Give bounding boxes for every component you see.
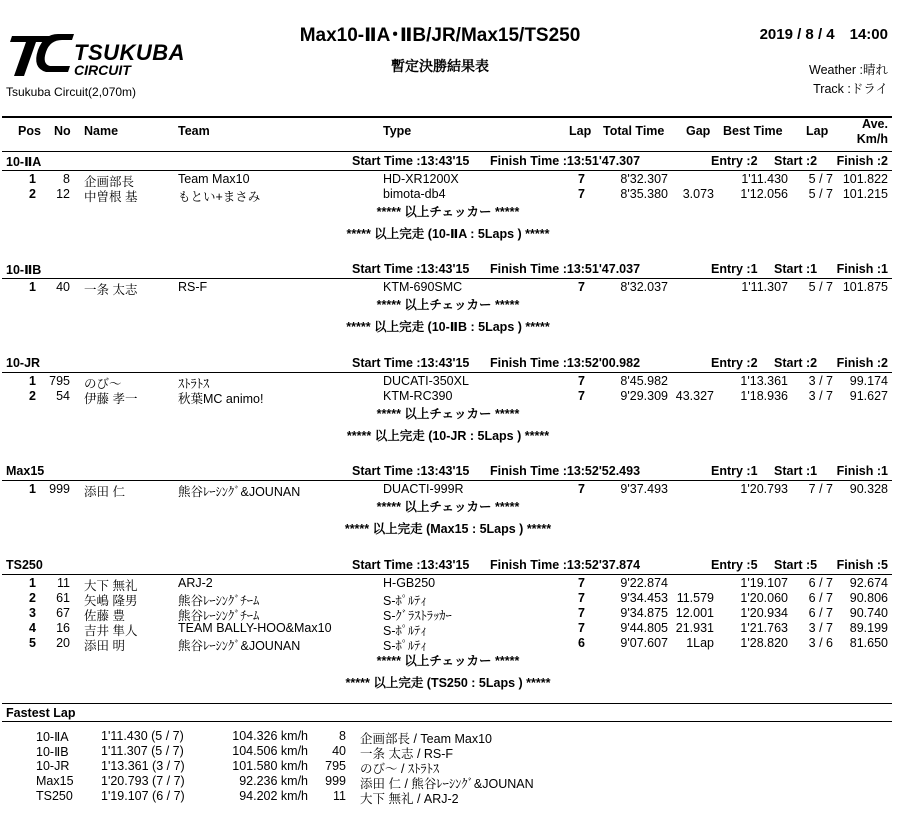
fastest-speed: 104.326 km/h — [232, 729, 308, 743]
row-pos: 1 — [29, 482, 36, 496]
row-gap: 3.073 — [682, 187, 714, 201]
finish-complete-note: ***** 以上完走 (10-JR : 5Laps ) ***** — [346, 429, 550, 443]
section-finish-count: Finish :5 — [836, 558, 888, 572]
fastest-time: 1'11.307 (5 / 7) — [101, 744, 184, 758]
fastest-rider: 企画部長 / Team Max10 — [360, 732, 492, 746]
row-no: 12 — [56, 187, 70, 201]
row-gap: 12.001 — [675, 606, 714, 620]
section-finish-count: Finish :1 — [836, 464, 888, 478]
result-row — [0, 591, 900, 606]
fastest-class: Max15 — [36, 774, 74, 788]
section-rule — [2, 170, 892, 171]
row-total-time: 9'22.874 — [620, 576, 668, 590]
row-name: のび～ — [84, 377, 122, 391]
section-entry-count: Entry :1 — [711, 262, 758, 276]
row-ave-speed: 99.174 — [849, 374, 888, 388]
row-ave-speed: 91.627 — [849, 389, 888, 403]
row-name: 添田 明 — [84, 639, 125, 653]
fastest-speed: 101.580 km/h — [232, 759, 308, 773]
row-best-lap: 5 / 7 — [808, 172, 833, 186]
row-best-lap: 7 / 7 — [808, 482, 833, 496]
section-start-count: Start :1 — [774, 464, 818, 478]
row-gap: 21.931 — [675, 621, 714, 635]
report-datetime: 2019 / 8 / 4 14:00 — [759, 26, 888, 43]
section-rule — [2, 278, 892, 279]
row-no: 11 — [57, 576, 70, 590]
fastest-rider: 大下 無礼 / ARJ-2 — [360, 792, 459, 806]
section-finish-time: Finish Time :13:52'37.874 — [490, 558, 641, 572]
col-name: Name — [84, 124, 119, 138]
section-finish-time: Finish Time :13:51'47.307 — [490, 154, 641, 168]
fastest-time: 1'20.793 (7 / 7) — [101, 774, 185, 788]
fastest-no: 999 — [325, 774, 346, 788]
row-ave-speed: 81.650 — [849, 636, 888, 650]
row-total-time: 9'44.805 — [620, 621, 668, 635]
fastest-class: 10-ⅡA — [36, 730, 69, 744]
fastest-class: TS250 — [36, 789, 73, 803]
row-best-lap: 3 / 7 — [808, 621, 833, 635]
fastest-no: 11 — [333, 789, 346, 803]
result-row — [0, 606, 900, 621]
row-best-lap: 3 / 7 — [808, 389, 833, 403]
row-lap: 7 — [578, 576, 585, 590]
fastest-lap-row — [0, 774, 900, 789]
section-start-time: Start Time :13:43'15 — [352, 356, 470, 370]
row-best-time: 1'12.056 — [740, 187, 788, 201]
row-lap: 7 — [578, 389, 585, 403]
fastest-class: 10-JR — [36, 759, 70, 773]
checker-note: ***** 以上チェッカー ***** — [376, 407, 520, 421]
row-best-lap: 5 / 7 — [808, 280, 833, 294]
section-rule — [2, 480, 892, 481]
row-no: 795 — [49, 374, 70, 388]
row-type: S-ｸﾞﾗｽﾄﾗｯｶｰ — [383, 609, 452, 623]
row-best-time: 1'19.107 — [740, 576, 788, 590]
fastest-speed: 92.236 km/h — [239, 774, 308, 788]
fastest-no: 795 — [325, 759, 346, 773]
fastest-lap-row — [0, 759, 900, 774]
fastest-rider: 添田 仁 / 熊谷ﾚｰｼﾝｸﾞ&JOUNAN — [360, 777, 534, 791]
row-total-time: 8'32.037 — [620, 280, 668, 294]
row-lap: 7 — [578, 482, 585, 496]
finish-complete-note: ***** 以上完走 (10-ⅡA : 5Laps ) ***** — [346, 227, 550, 241]
row-total-time: 8'32.307 — [620, 172, 668, 186]
row-gap: 11.579 — [676, 591, 714, 605]
section-finish-count: Finish :1 — [836, 262, 888, 276]
row-best-time: 1'20.793 — [740, 482, 788, 496]
fastest-time: 1'13.361 (3 / 7) — [101, 759, 185, 773]
section-finish-count: Finish :2 — [836, 356, 888, 370]
tsukuba-circuit-logo — [8, 26, 208, 78]
row-name: 大下 無礼 — [84, 579, 138, 593]
row-pos: 1 — [29, 172, 36, 186]
section-start-time: Start Time :13:43'15 — [352, 154, 470, 168]
row-lap: 7 — [578, 591, 585, 605]
row-total-time: 9'37.493 — [620, 482, 668, 496]
row-type: S-ﾎﾟﾙﾃｨ — [383, 639, 427, 653]
section-class-name: 10-ⅡB — [6, 263, 42, 277]
row-ave-speed: 101.215 — [842, 187, 888, 201]
row-no: 40 — [56, 280, 70, 294]
row-best-time: 1'11.307 — [741, 280, 788, 294]
fastest-lap-row — [0, 729, 900, 744]
page-title: Max10-ⅡA･ⅡB/JR/Max15/TS250 — [299, 25, 581, 46]
row-best-lap: 6 / 7 — [808, 591, 833, 605]
row-lap: 7 — [578, 172, 585, 186]
row-best-time: 1'11.430 — [741, 172, 788, 186]
fastest-speed: 104.506 km/h — [232, 744, 308, 758]
section-class-name: Max15 — [6, 464, 45, 478]
col-no: No — [54, 124, 71, 138]
row-name: 添田 仁 — [84, 485, 125, 499]
checker-note: ***** 以上チェッカー ***** — [376, 500, 520, 514]
section-entry-count: Entry :1 — [711, 464, 758, 478]
row-team: 熊谷ﾚｰｼﾝｸﾞﾁｰﾑ — [178, 594, 260, 608]
row-best-lap: 3 / 6 — [808, 636, 833, 650]
circuit-name: Tsukuba Circuit(2,070m) — [6, 85, 137, 99]
row-team: ｽﾄﾗﾄｽ — [178, 377, 210, 391]
row-lap: 7 — [578, 621, 585, 635]
row-ave-speed: 92.674 — [849, 576, 888, 590]
row-team: Team Max10 — [178, 172, 250, 186]
col-team: Team — [178, 124, 210, 138]
row-lap: 7 — [578, 187, 585, 201]
section-finish-count: Finish :2 — [836, 154, 888, 168]
row-pos: 2 — [29, 591, 36, 605]
fastest-top-rule — [2, 703, 892, 704]
row-best-time: 1'13.361 — [740, 374, 788, 388]
row-no: 999 — [49, 482, 70, 496]
row-type: KTM-690SMC — [383, 280, 463, 294]
section-entry-count: Entry :2 — [711, 154, 758, 168]
row-no: 8 — [63, 172, 70, 186]
result-row — [0, 576, 900, 591]
result-row — [0, 187, 900, 202]
track-label: Track :ドライ — [813, 82, 888, 96]
section-start-time: Start Time :13:43'15 — [352, 464, 470, 478]
page-subtitle: 暫定決勝結果表 — [391, 58, 489, 74]
row-lap: 7 — [578, 606, 585, 620]
row-team: 熊谷ﾚｰｼﾝｸﾞ&JOUNAN — [178, 485, 301, 499]
logo-text-tsukuba: TSUKUBA — [74, 40, 186, 65]
row-total-time: 9'34.875 — [620, 606, 668, 620]
section-entry-count: Entry :2 — [711, 356, 758, 370]
col-gap: Gap — [686, 124, 711, 138]
logo-text-circuit: CIRCUIT — [74, 62, 131, 78]
row-pos: 4 — [29, 621, 36, 635]
row-total-time: 9'07.607 — [620, 636, 668, 650]
row-no: 54 — [56, 389, 70, 403]
row-best-time: 1'20.060 — [740, 591, 788, 605]
row-pos: 1 — [29, 280, 36, 294]
row-lap: 7 — [578, 374, 585, 388]
row-best-lap: 6 / 7 — [808, 606, 833, 620]
row-team: 秋葉MC animo! — [178, 392, 264, 406]
row-team: 熊谷ﾚｰｼﾝｸﾞﾁｰﾑ — [178, 609, 260, 623]
row-total-time: 9'34.453 — [620, 591, 668, 605]
weather-label: Weather :晴れ — [809, 63, 888, 77]
col-best-lap: Lap — [806, 124, 829, 138]
fastest-lap-title: Fastest Lap — [6, 706, 76, 720]
col-best-time: Best Time — [723, 124, 783, 138]
row-gap: 1Lap — [686, 636, 714, 650]
col-type: Type — [383, 124, 412, 138]
fastest-no: 8 — [339, 729, 346, 743]
row-type: S-ﾎﾟﾙﾃｨ — [383, 594, 427, 608]
fastest-bottom-rule — [2, 721, 892, 722]
fastest-lap-row — [0, 744, 900, 759]
fastest-class: 10-ⅡB — [36, 745, 69, 759]
section-class-name: 10-ⅡA — [6, 155, 42, 169]
column-header-row — [0, 118, 900, 152]
row-pos: 5 — [29, 636, 36, 650]
row-pos: 1 — [29, 576, 36, 590]
section-finish-time: Finish Time :13:52'52.493 — [490, 464, 641, 478]
row-type: DUACTI-999R — [383, 482, 464, 496]
row-total-time: 9'29.309 — [620, 389, 668, 403]
section-entry-count: Entry :5 — [711, 558, 758, 572]
section-start-time: Start Time :13:43'15 — [352, 262, 470, 276]
section-start-count: Start :2 — [774, 356, 818, 370]
row-lap: 7 — [578, 280, 585, 294]
row-type: H-GB250 — [383, 576, 436, 590]
section-class-name: TS250 — [6, 558, 43, 572]
col-total-time: Total Time — [603, 124, 665, 138]
fastest-time: 1'19.107 (6 / 7) — [101, 789, 185, 803]
row-name: 吉井 隼人 — [84, 624, 138, 638]
row-name: 伊藤 孝一 — [84, 392, 138, 406]
section-start-count: Start :5 — [774, 558, 818, 572]
row-ave-speed: 89.199 — [849, 621, 888, 635]
row-best-time: 1'20.934 — [740, 606, 788, 620]
row-total-time: 8'35.380 — [620, 187, 668, 201]
section-start-count: Start :1 — [774, 262, 818, 276]
row-ave-speed: 90.740 — [849, 606, 888, 620]
row-pos: 2 — [29, 389, 36, 403]
row-name: 中曽根 基 — [84, 190, 138, 204]
fastest-time: 1'11.430 (5 / 7) — [101, 729, 184, 743]
section-start-count: Start :2 — [774, 154, 818, 168]
row-no: 16 — [56, 621, 70, 635]
row-best-lap: 3 / 7 — [808, 374, 833, 388]
col-lap: Lap — [569, 124, 592, 138]
row-best-time: 1'21.763 — [740, 621, 788, 635]
finish-complete-note: ***** 以上完走 (10-ⅡB : 5Laps ) ***** — [346, 320, 550, 334]
fastest-speed: 94.202 km/h — [239, 789, 308, 803]
row-no: 20 — [56, 636, 70, 650]
finish-complete-note: ***** 以上完走 (TS250 : 5Laps ) ***** — [345, 676, 551, 690]
result-row — [0, 172, 900, 187]
result-row — [0, 636, 900, 651]
row-ave-speed: 90.328 — [849, 482, 888, 496]
finish-complete-note: ***** 以上完走 (Max15 : 5Laps ) ***** — [344, 522, 552, 536]
row-total-time: 8'45.982 — [620, 374, 668, 388]
row-type: KTM-RC390 — [383, 389, 453, 403]
section-finish-time: Finish Time :13:51'47.037 — [490, 262, 641, 276]
col-pos: Pos — [18, 124, 41, 138]
row-team: TEAM BALLY-HOO&Max10 — [178, 621, 332, 635]
row-name: 矢嶋 隆男 — [84, 594, 138, 608]
row-pos: 1 — [29, 374, 36, 388]
checker-note: ***** 以上チェッカー ***** — [376, 298, 520, 312]
row-type: bimota-db4 — [383, 187, 446, 201]
row-gap: 43.327 — [675, 389, 714, 403]
row-team: RS-F — [178, 280, 208, 294]
row-ave-speed: 101.875 — [842, 280, 888, 294]
col-ave: Ave. — [862, 117, 888, 131]
row-type: DUCATI-350XL — [383, 374, 469, 388]
result-row — [0, 621, 900, 636]
row-best-time: 1'18.936 — [740, 389, 788, 403]
row-no: 67 — [56, 606, 70, 620]
result-row — [0, 389, 900, 404]
row-lap: 6 — [578, 636, 585, 650]
row-team: ARJ-2 — [178, 576, 213, 590]
row-best-lap: 6 / 7 — [808, 576, 833, 590]
row-team: 熊谷ﾚｰｼﾝｸﾞ&JOUNAN — [178, 639, 301, 653]
fastest-rider: 一条 太志 / RS-F — [360, 747, 454, 761]
row-name: 佐藤 豊 — [84, 609, 125, 623]
row-pos: 2 — [29, 187, 36, 201]
fastest-no: 40 — [332, 744, 346, 758]
section-finish-time: Finish Time :13:52'00.982 — [490, 356, 641, 370]
row-name: 一条 太志 — [84, 283, 138, 297]
result-row — [0, 280, 900, 295]
row-team: もとい+まさみ — [178, 190, 261, 204]
row-type: S-ﾎﾟﾙﾃｨ — [383, 624, 427, 638]
checker-note: ***** 以上チェッカー ***** — [376, 654, 520, 668]
result-row — [0, 482, 900, 497]
checker-note: ***** 以上チェッカー ***** — [376, 205, 520, 219]
row-type: HD-XR1200X — [383, 172, 459, 186]
row-ave-speed: 101.822 — [842, 172, 888, 186]
fastest-lap-row — [0, 789, 900, 804]
section-class-name: 10-JR — [6, 356, 41, 370]
row-best-lap: 5 / 7 — [808, 187, 833, 201]
col-ave-unit: Km/h — [856, 132, 888, 146]
row-no: 61 — [56, 591, 70, 605]
header-bottom-rule — [2, 151, 892, 152]
row-ave-speed: 90.806 — [849, 591, 888, 605]
section-rule — [2, 372, 892, 373]
row-name: 企画部長 — [84, 175, 135, 189]
row-pos: 3 — [29, 606, 36, 620]
section-rule — [2, 574, 892, 575]
fastest-rider: のび～ / ｽﾄﾗﾄｽ — [360, 762, 440, 776]
section-start-time: Start Time :13:43'15 — [352, 558, 470, 572]
row-best-time: 1'28.820 — [740, 636, 788, 650]
result-row — [0, 374, 900, 389]
